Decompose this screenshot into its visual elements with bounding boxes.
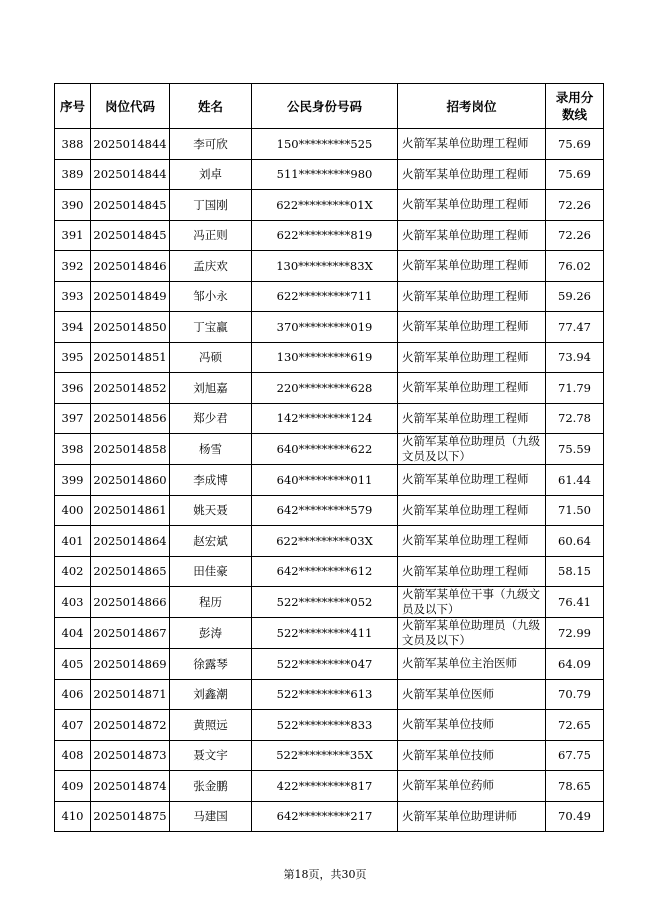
cell-score: 61.44 (546, 465, 604, 496)
cell-score: 77.47 (546, 312, 604, 343)
cell-position: 火箭军某单位助理工程师 (398, 526, 546, 557)
table-row (55, 618, 604, 649)
cell-seq: 396 (55, 373, 91, 404)
table-header-row (55, 84, 604, 129)
cell-score: 73.94 (546, 342, 604, 373)
cell-score: 72.65 (546, 710, 604, 741)
cell-name: 刘卓 (170, 159, 252, 190)
cell-seq: 404 (55, 618, 91, 649)
cell-position: 火箭军某单位助理工程师 (398, 495, 546, 526)
cell-position: 火箭军某单位助理工程师 (398, 281, 546, 312)
cell-name: 黄照远 (170, 710, 252, 741)
table-row (55, 434, 604, 465)
cell-score: 76.02 (546, 251, 604, 282)
cell-name: 孟庆欢 (170, 251, 252, 282)
cell-score: 60.64 (546, 526, 604, 557)
cell-id: 622*********819 (252, 220, 398, 251)
cell-seq: 388 (55, 129, 91, 160)
table-row (55, 587, 604, 618)
cell-position: 火箭军某单位助理工程师 (398, 129, 546, 160)
cell-seq: 391 (55, 220, 91, 251)
cell-code: 2025014858 (91, 434, 170, 465)
cell-code: 2025014852 (91, 373, 170, 404)
cell-id: 522*********052 (252, 587, 398, 618)
table-row (55, 129, 604, 160)
cell-seq: 400 (55, 495, 91, 526)
cell-name: 邹小永 (170, 281, 252, 312)
table-row (55, 373, 604, 404)
cell-code: 2025014844 (91, 129, 170, 160)
cell-id: 150*********525 (252, 129, 398, 160)
table-body (55, 129, 604, 832)
table-row (55, 556, 604, 587)
cell-name: 聂文宇 (170, 740, 252, 771)
cell-code: 2025014845 (91, 220, 170, 251)
cell-seq: 397 (55, 403, 91, 434)
cell-name: 丁国刚 (170, 190, 252, 221)
table-row (55, 159, 604, 190)
cell-name: 杨雪 (170, 434, 252, 465)
cell-code: 2025014867 (91, 618, 170, 649)
table-row (55, 220, 604, 251)
cell-name: 彭涛 (170, 618, 252, 649)
cell-name: 马建国 (170, 801, 252, 832)
cell-id: 142*********124 (252, 403, 398, 434)
cell-seq: 393 (55, 281, 91, 312)
cell-id: 130*********619 (252, 342, 398, 373)
header-code: 岗位代码 (91, 84, 170, 129)
cell-seq: 389 (55, 159, 91, 190)
cell-position: 火箭军某单位助理工程师 (398, 373, 546, 404)
cell-position: 火箭军某单位助理工程师 (398, 556, 546, 587)
cell-score: 78.65 (546, 771, 604, 802)
cell-id: 522*********613 (252, 679, 398, 710)
cell-score: 71.79 (546, 373, 604, 404)
cell-score: 71.50 (546, 495, 604, 526)
cell-name: 丁宝赢 (170, 312, 252, 343)
table-row (55, 740, 604, 771)
cell-code: 2025014872 (91, 710, 170, 741)
cell-seq: 392 (55, 251, 91, 282)
cell-position: 火箭军某单位技师 (398, 740, 546, 771)
cell-seq: 401 (55, 526, 91, 557)
header-seq: 序号 (55, 84, 91, 129)
cell-position: 火箭军某单位药师 (398, 771, 546, 802)
cell-score: 59.26 (546, 281, 604, 312)
cell-id: 522*********833 (252, 710, 398, 741)
cell-name: 李成博 (170, 465, 252, 496)
table-row (55, 342, 604, 373)
cell-name: 赵宏斌 (170, 526, 252, 557)
cell-position: 火箭军某单位助理工程师 (398, 251, 546, 282)
cell-score: 70.49 (546, 801, 604, 832)
cell-name: 李可欣 (170, 129, 252, 160)
cell-score: 70.79 (546, 679, 604, 710)
cell-name: 徐露琴 (170, 649, 252, 680)
cell-score: 76.41 (546, 587, 604, 618)
table-row (55, 465, 604, 496)
header-id: 公民身份号码 (252, 84, 398, 129)
cell-code: 2025014849 (91, 281, 170, 312)
cell-position: 火箭军某单位助理工程师 (398, 220, 546, 251)
cell-id: 220*********628 (252, 373, 398, 404)
cell-id: 370*********019 (252, 312, 398, 343)
table-row (55, 649, 604, 680)
table-row (55, 190, 604, 221)
cell-code: 2025014865 (91, 556, 170, 587)
cell-id: 622*********01X (252, 190, 398, 221)
cell-code: 2025014871 (91, 679, 170, 710)
cell-id: 640*********011 (252, 465, 398, 496)
table-row (55, 710, 604, 741)
table-row (55, 495, 604, 526)
cell-score: 72.78 (546, 403, 604, 434)
cell-seq: 409 (55, 771, 91, 802)
cell-name: 刘鑫潮 (170, 679, 252, 710)
cell-score: 64.09 (546, 649, 604, 680)
cell-seq: 403 (55, 587, 91, 618)
table-row (55, 403, 604, 434)
cell-id: 622*********03X (252, 526, 398, 557)
cell-id: 642*********217 (252, 801, 398, 832)
cell-seq: 405 (55, 649, 91, 680)
cell-code: 2025014873 (91, 740, 170, 771)
cell-seq: 408 (55, 740, 91, 771)
cell-score: 67.75 (546, 740, 604, 771)
table-row (55, 281, 604, 312)
table-row (55, 801, 604, 832)
cell-id: 522*********411 (252, 618, 398, 649)
cell-id: 522*********047 (252, 649, 398, 680)
cell-id: 130*********83X (252, 251, 398, 282)
cell-position: 火箭军某单位技师 (398, 710, 546, 741)
table-row (55, 251, 604, 282)
cell-seq: 410 (55, 801, 91, 832)
cell-position: 火箭军某单位助理员（九级文员及以下） (398, 618, 546, 649)
cell-seq: 394 (55, 312, 91, 343)
cell-position: 火箭军某单位助理工程师 (398, 159, 546, 190)
header-name: 姓名 (170, 84, 252, 129)
header-score: 录用分数线 (546, 84, 604, 129)
cell-code: 2025014844 (91, 159, 170, 190)
cell-name: 程历 (170, 587, 252, 618)
cell-code: 2025014846 (91, 251, 170, 282)
cell-code: 2025014845 (91, 190, 170, 221)
cell-position: 火箭军某单位助理工程师 (398, 403, 546, 434)
table-row (55, 679, 604, 710)
cell-position: 火箭军某单位助理工程师 (398, 342, 546, 373)
cell-code: 2025014874 (91, 771, 170, 802)
cell-position: 火箭军某单位助理工程师 (398, 312, 546, 343)
cell-score: 72.99 (546, 618, 604, 649)
cell-position: 火箭军某单位主治医师 (398, 649, 546, 680)
cell-id: 622*********711 (252, 281, 398, 312)
cell-score: 72.26 (546, 220, 604, 251)
cell-code: 2025014860 (91, 465, 170, 496)
cell-score: 75.69 (546, 129, 604, 160)
cell-position: 火箭军某单位助理工程师 (398, 465, 546, 496)
cell-code: 2025014856 (91, 403, 170, 434)
table-row (55, 312, 604, 343)
cell-name: 郑少君 (170, 403, 252, 434)
page-number: 第18页，共30页 (283, 868, 367, 881)
cell-id: 522*********35X (252, 740, 398, 771)
cell-id: 640*********622 (252, 434, 398, 465)
cell-score: 58.15 (546, 556, 604, 587)
cell-code: 2025014866 (91, 587, 170, 618)
cell-code: 2025014869 (91, 649, 170, 680)
cell-name: 姚天聂 (170, 495, 252, 526)
cell-id: 642*********612 (252, 556, 398, 587)
cell-position: 火箭军某单位医师 (398, 679, 546, 710)
cell-name: 刘旭嘉 (170, 373, 252, 404)
cell-seq: 399 (55, 465, 91, 496)
cell-seq: 395 (55, 342, 91, 373)
cell-code: 2025014861 (91, 495, 170, 526)
cell-seq: 402 (55, 556, 91, 587)
cell-name: 冯正则 (170, 220, 252, 251)
cell-position: 火箭军某单位助理工程师 (398, 190, 546, 221)
cell-code: 2025014851 (91, 342, 170, 373)
header-position: 招考岗位 (398, 84, 546, 129)
cell-name: 张金鹏 (170, 771, 252, 802)
cell-score: 75.69 (546, 159, 604, 190)
cell-code: 2025014850 (91, 312, 170, 343)
cell-code: 2025014875 (91, 801, 170, 832)
cell-id: 642*********579 (252, 495, 398, 526)
cell-seq: 390 (55, 190, 91, 221)
cell-name: 田佳豪 (170, 556, 252, 587)
cell-score: 72.26 (546, 190, 604, 221)
table-row (55, 526, 604, 557)
cell-name: 冯硕 (170, 342, 252, 373)
cell-seq: 407 (55, 710, 91, 741)
cell-seq: 406 (55, 679, 91, 710)
cell-seq: 398 (55, 434, 91, 465)
table-row (55, 771, 604, 802)
roster-table (54, 83, 604, 832)
cell-position: 火箭军某单位助理员（九级文员及以下） (398, 434, 546, 465)
cell-score: 75.59 (546, 434, 604, 465)
cell-id: 511*********980 (252, 159, 398, 190)
cell-id: 422*********817 (252, 771, 398, 802)
cell-position: 火箭军某单位助理讲师 (398, 801, 546, 832)
cell-position: 火箭军某单位干事（九级文员及以下） (398, 587, 546, 618)
cell-code: 2025014864 (91, 526, 170, 557)
